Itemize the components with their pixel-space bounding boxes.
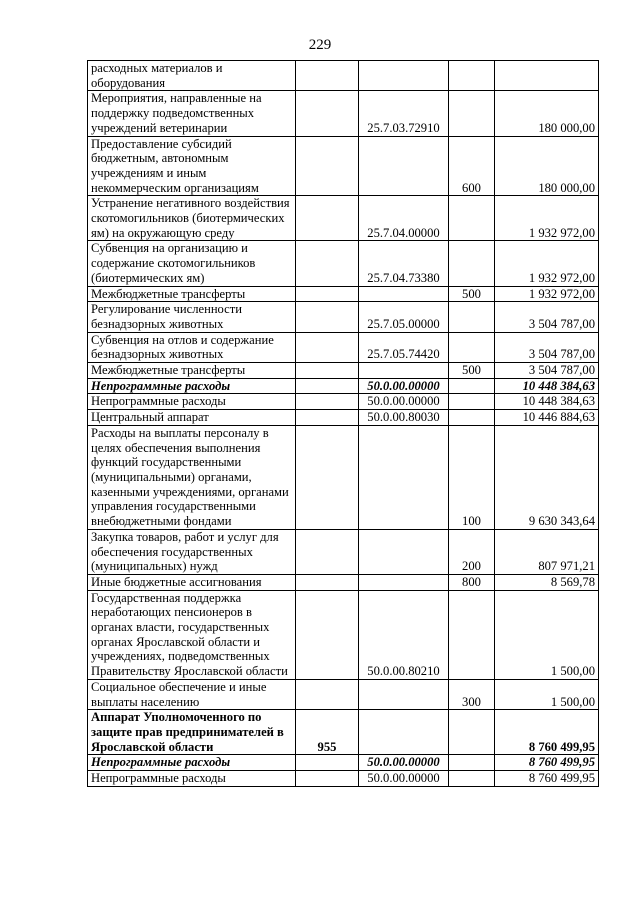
table-row (88, 378, 599, 394)
target-item-code-cell: 50.0.00.80030 (359, 410, 449, 426)
item-name-cell: Предоставление субсидий бюджетным, автономным учреждениям и иным некоммерческим организациям (88, 136, 296, 196)
department-code-cell (296, 679, 359, 709)
item-name-cell: Социальное обеспечение и иные выплаты населению (88, 679, 296, 709)
budget-table-body (88, 61, 599, 787)
department-code-cell (296, 61, 359, 91)
amount-cell: 1 500,00 (495, 679, 599, 709)
table-row (88, 61, 599, 91)
item-name-cell: Непрограммные расходы (88, 755, 296, 771)
expense-type-cell (449, 394, 495, 410)
target-item-code-cell: 25.7.03.72910 (359, 91, 449, 136)
department-code-cell (296, 755, 359, 771)
amount-cell: 1 932 972,00 (495, 196, 599, 241)
expense-type-cell: 800 (449, 574, 495, 590)
amount-cell: 10 448 384,63 (495, 394, 599, 410)
item-name-cell: Непрограммные расходы (88, 771, 296, 787)
table-row (88, 241, 599, 286)
amount-cell: 3 504 787,00 (495, 302, 599, 332)
target-item-code-cell: 50.0.00.80210 (359, 590, 449, 679)
expense-type-cell (449, 378, 495, 394)
amount-cell: 1 932 972,00 (495, 286, 599, 302)
amount-cell: 1 932 972,00 (495, 241, 599, 286)
table-row (88, 410, 599, 426)
target-item-code-cell (359, 710, 449, 755)
expense-type-cell: 100 (449, 425, 495, 529)
department-code-cell: 955 (296, 710, 359, 755)
target-item-code-cell (359, 425, 449, 529)
table-row (88, 710, 599, 755)
department-code-cell (296, 136, 359, 196)
expense-type-cell (449, 755, 495, 771)
department-code-cell (296, 363, 359, 379)
target-item-code-cell (359, 286, 449, 302)
expense-type-cell (449, 590, 495, 679)
table-row (88, 196, 599, 241)
target-item-code-cell (359, 679, 449, 709)
table-row (88, 590, 599, 679)
department-code-cell (296, 425, 359, 529)
department-code-cell (296, 332, 359, 362)
amount-cell: 3 504 787,00 (495, 363, 599, 379)
department-code-cell (296, 529, 359, 574)
expense-type-cell (449, 302, 495, 332)
item-name-cell: Межбюджетные трансферты (88, 286, 296, 302)
expense-type-cell (449, 196, 495, 241)
amount-cell: 8 760 499,95 (495, 771, 599, 787)
item-name-cell: Центральный аппарат (88, 410, 296, 426)
amount-cell: 8 569,78 (495, 574, 599, 590)
target-item-code-cell: 50.0.00.00000 (359, 378, 449, 394)
expense-type-cell: 500 (449, 286, 495, 302)
expense-type-cell (449, 771, 495, 787)
department-code-cell (296, 590, 359, 679)
target-item-code-cell (359, 61, 449, 91)
amount-cell: 8 760 499,95 (495, 710, 599, 755)
target-item-code-cell: 50.0.00.00000 (359, 771, 449, 787)
department-code-cell (296, 378, 359, 394)
item-name-cell: Субвенция на отлов и содержание безнадзорных животных (88, 332, 296, 362)
item-name-cell: Аппарат Уполномоченного по защите прав предпринимателей в Ярославской области (88, 710, 296, 755)
expense-type-cell (449, 710, 495, 755)
target-item-code-cell (359, 136, 449, 196)
item-name-cell: Иные бюджетные ассигнования (88, 574, 296, 590)
amount-cell: 180 000,00 (495, 91, 599, 136)
item-name-cell: Мероприятия, направленные на поддержку подведомственных учреждений ветеринарии (88, 91, 296, 136)
target-item-code-cell (359, 529, 449, 574)
item-name-cell: Регулирование численности безнадзорных животных (88, 302, 296, 332)
expense-type-cell: 500 (449, 363, 495, 379)
table-row (88, 574, 599, 590)
target-item-code-cell (359, 363, 449, 379)
expense-type-cell (449, 61, 495, 91)
amount-cell (495, 61, 599, 91)
department-code-cell (296, 771, 359, 787)
amount-cell: 1 500,00 (495, 590, 599, 679)
department-code-cell (296, 91, 359, 136)
table-row (88, 755, 599, 771)
expense-type-cell (449, 91, 495, 136)
item-name-cell: Расходы на выплаты персоналу в целях обеспечения выполнения функций государственными (муниципальными) органами, казенными учреждениями, органами управления государственными внебюджетными фондами (88, 425, 296, 529)
department-code-cell (296, 394, 359, 410)
table-row (88, 363, 599, 379)
item-name-cell: Государственная поддержка неработающих пенсионеров в органах власти, государственных органах Ярославской области и учреждениях, подведомственных Правительству Ярославской области (88, 590, 296, 679)
expense-type-cell: 300 (449, 679, 495, 709)
table-row (88, 332, 599, 362)
item-name-cell: Непрограммные расходы (88, 394, 296, 410)
table-row (88, 529, 599, 574)
expense-type-cell (449, 410, 495, 426)
item-name-cell: Устранение негативного воздействия скотомогильников (биотермических ям) на окружающую среду (88, 196, 296, 241)
target-item-code-cell: 25.7.05.00000 (359, 302, 449, 332)
table-row (88, 771, 599, 787)
department-code-cell (296, 196, 359, 241)
item-name-cell: Субвенция на организацию и содержание скотомогильников (биотермических ям) (88, 241, 296, 286)
department-code-cell (296, 302, 359, 332)
item-name-cell: Межбюджетные трансферты (88, 363, 296, 379)
expense-type-cell (449, 332, 495, 362)
table-row (88, 679, 599, 709)
target-item-code-cell: 50.0.00.00000 (359, 394, 449, 410)
amount-cell: 10 448 384,63 (495, 378, 599, 394)
expense-type-cell: 600 (449, 136, 495, 196)
table-row (88, 136, 599, 196)
item-name-cell: Закупка товаров, работ и услуг для обеспечения государственных (муниципальных) нужд (88, 529, 296, 574)
target-item-code-cell: 50.0.00.00000 (359, 755, 449, 771)
department-code-cell (296, 286, 359, 302)
budget-table (87, 60, 599, 787)
amount-cell: 180 000,00 (495, 136, 599, 196)
amount-cell: 10 446 884,63 (495, 410, 599, 426)
table-row (88, 91, 599, 136)
target-item-code-cell: 25.7.05.74420 (359, 332, 449, 362)
amount-cell: 3 504 787,00 (495, 332, 599, 362)
target-item-code-cell (359, 574, 449, 590)
target-item-code-cell: 25.7.04.73380 (359, 241, 449, 286)
item-name-cell: Непрограммные расходы (88, 378, 296, 394)
table-row (88, 302, 599, 332)
table-row (88, 425, 599, 529)
amount-cell: 807 971,21 (495, 529, 599, 574)
target-item-code-cell: 25.7.04.00000 (359, 196, 449, 241)
table-row (88, 286, 599, 302)
page-number: 229 (308, 37, 332, 53)
amount-cell: 9 630 343,64 (495, 425, 599, 529)
department-code-cell (296, 241, 359, 286)
amount-cell: 8 760 499,95 (495, 755, 599, 771)
department-code-cell (296, 574, 359, 590)
department-code-cell (296, 410, 359, 426)
item-name-cell: расходных материалов и оборудования (88, 61, 296, 91)
table-row (88, 394, 599, 410)
expense-type-cell: 200 (449, 529, 495, 574)
expense-type-cell (449, 241, 495, 286)
